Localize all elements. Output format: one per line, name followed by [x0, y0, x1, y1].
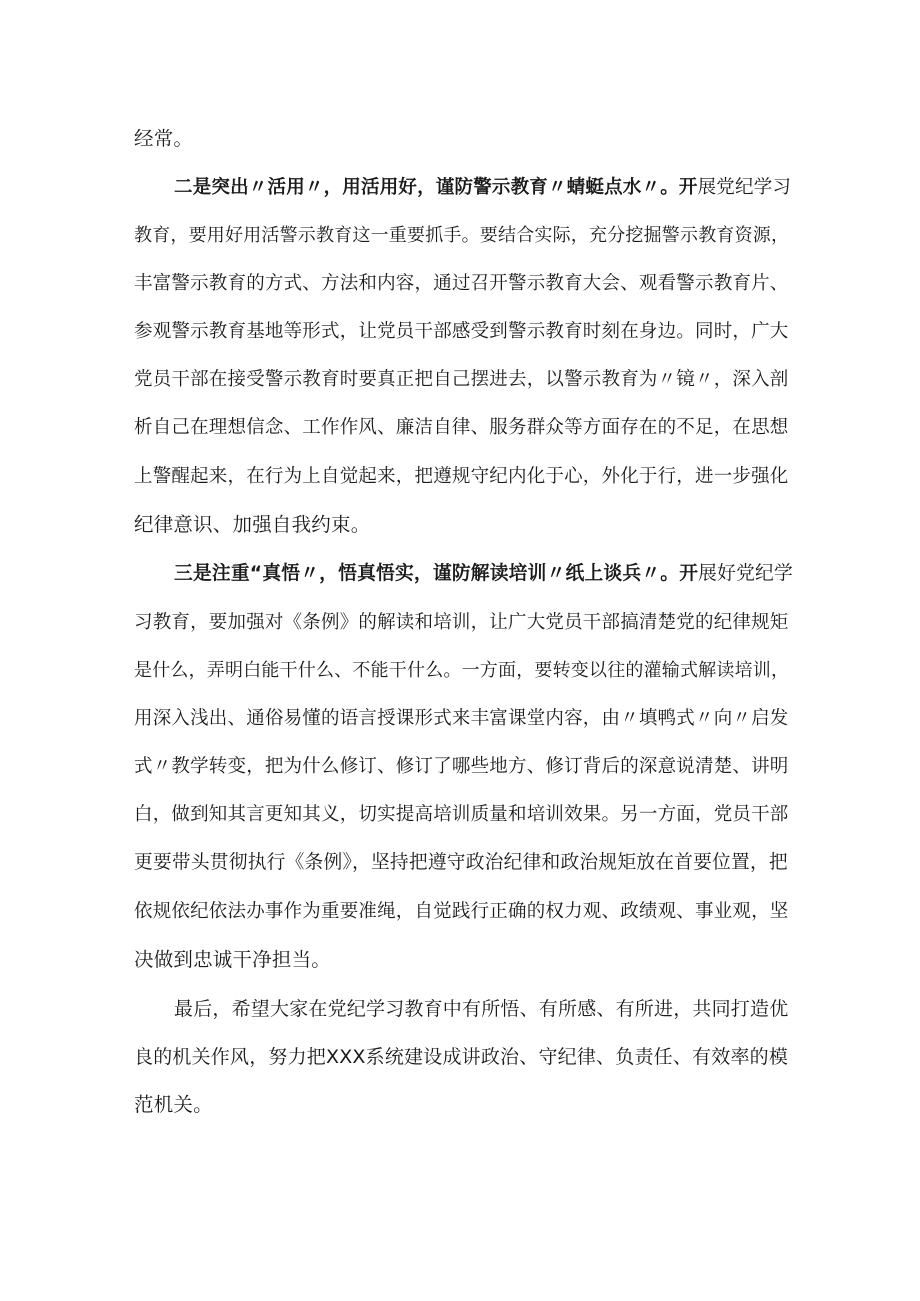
text-line: 教育，要用好用活警示教育这一重要抓手。要结合实际，充分挖掘警示教育资源， — [134, 225, 790, 246]
text-line: 范机关。 — [134, 1093, 213, 1116]
text-line: 上警醒起来，在行为上自觉起来，把遵规守纪内化于心，外化于行，进一步强化 — [134, 466, 789, 487]
text-line: 纪律意识、加强自我约束。 — [134, 513, 371, 536]
text-line: 析自己在理想信念、工作作风、廉洁自律、服务群众等方面存在的不足，在思想 — [134, 417, 789, 438]
text-line: 决做到忠诚干净担当。 — [134, 948, 332, 971]
text-line: 是什么，弄明白能干什么、不能干什么。一方面，要转变以往的灌输式解读培训， — [134, 660, 790, 681]
text-line: 用深入浅出、通俗易懂的语言授课形式来丰富课堂内容，由〃填鸭式〃向〃启发 — [134, 708, 789, 729]
text-line: 最后，希望大家在党纪学习教育中有所悟、有所感、有所进，共同打造优 — [174, 998, 789, 1020]
text-line: 参观警示教育基地等形式，让党员干部感受到警示教育时刻在身边。同时，广大 — [134, 321, 789, 342]
text-line: 习教育，要加强对《条例》的解读和培训，让广大党员干部搞清楚党的纪律规矩 — [134, 612, 789, 633]
text-line: 经常。 — [134, 127, 194, 150]
text-line: 白，做到知其言更知其义，切实提高培训质量和培训效果。另一方面，党员干部 — [134, 804, 789, 825]
paragraph-heading-line: 二是突出〃活用〃，用活用好，谨防警示教育〃蜻蜓点水〃。开展党纪学习 — [174, 177, 792, 198]
text-line: 更要带头贯彻执行《条例》，坚持把遵守政治纪律和政治规矩放在首要位置，把 — [134, 852, 788, 873]
text-line: 丰富警示教育的方式、方法和内容，通过召开警示教育大会、观看警示教育片、 — [134, 273, 789, 294]
text-line: 良的机关作风，努力把XXX系统建设成讲政治、守纪律、负责任、有效率的模 — [134, 1046, 789, 1068]
text-line: 式〃教学转变，把为什么修订、修订了哪些地方、修订背后的深意说清楚、讲明 — [134, 756, 789, 777]
bold-heading: 三是注重“真悟〃，悟真悟实，谨防解读培训〃纸上谈兵〃。开 — [174, 563, 699, 584]
text-line: 依规依纪依法办事作为重要准绳，自觉践行正确的权力观、政绩观、事业观，坚 — [134, 901, 789, 922]
text-line: 党员干部在接受警示教育时要真正把自己摆进去，以警示教育为〃镜〃，深入剖 — [134, 369, 789, 390]
bold-heading: 二是突出〃活用〃，用活用好，谨防警示教育〃蜻蜓点水〃。开 — [174, 177, 698, 198]
paragraph-heading-line: 三是注重“真悟〃，悟真悟实，谨防解读培训〃纸上谈兵〃。开展好党纪学 — [174, 563, 793, 584]
